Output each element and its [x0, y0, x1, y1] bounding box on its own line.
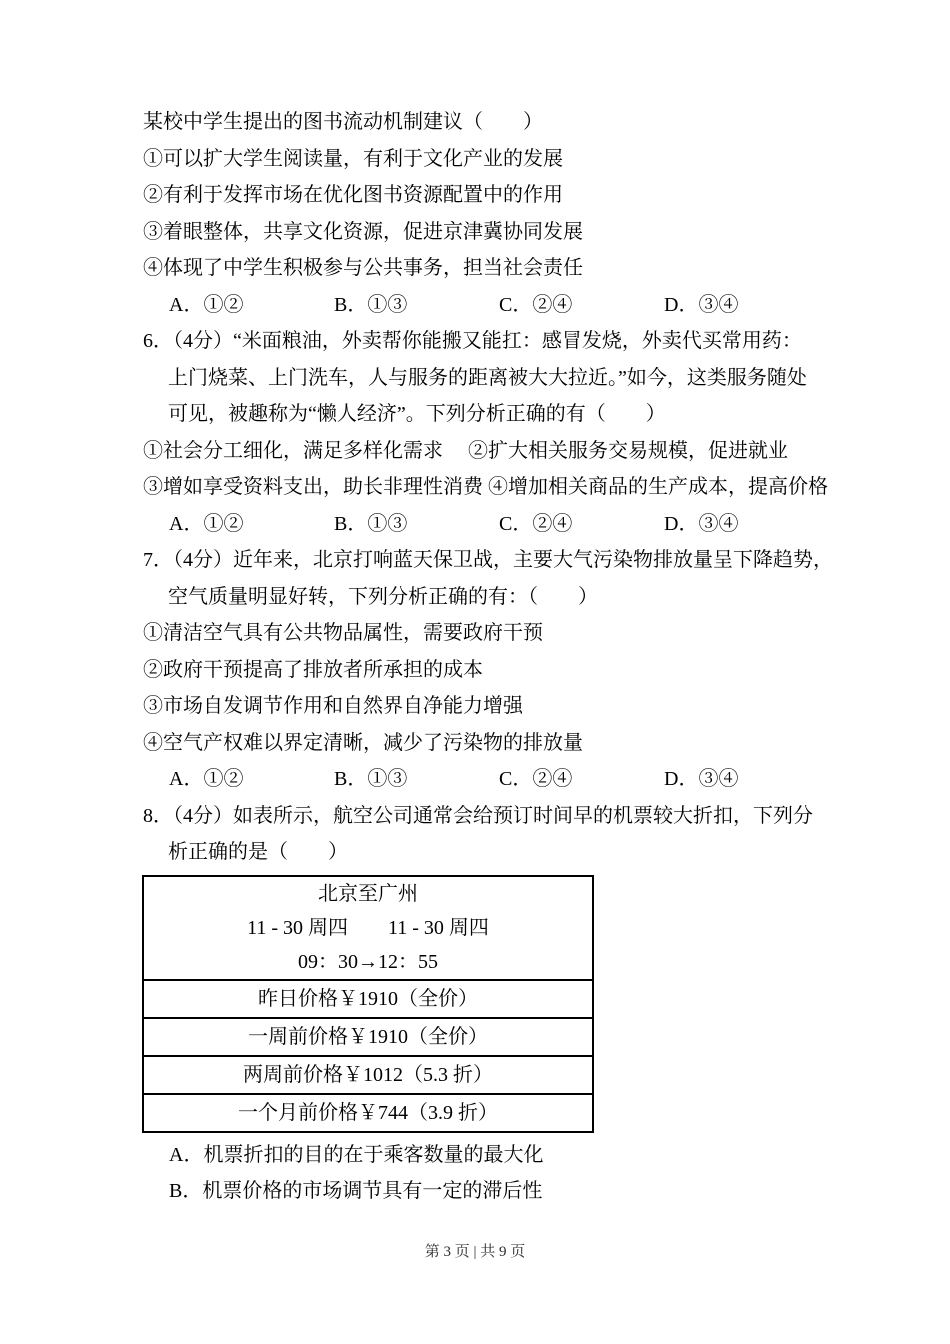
- table-row: [143, 876, 593, 980]
- q7-option-c: C．②④: [499, 768, 573, 790]
- q7-item-1: ①清洁空气具有公共物品属性，需要政府干预: [143, 622, 543, 644]
- q6-stem-line-3: 可见，被趣称为“懒人经济”。下列分析正确的有（ ）: [168, 403, 666, 425]
- q6-option-d: D．③④: [664, 512, 739, 535]
- flight-info-cell: [143, 876, 593, 980]
- q7-item-4: ④空气产权难以界定清晰，减少了污染物的排放量: [143, 731, 583, 754]
- q5-item-2: ②有利于发挥市场在优化图书资源配置中的作用: [143, 184, 563, 206]
- route-label: 北京至广州: [318, 882, 418, 905]
- q8-stem-line-1: 8．（4分）如表所示，航空公司通常会给预订时间早的机票较大折扣，下列分: [143, 804, 813, 827]
- q7-options: [143, 761, 903, 798]
- q6-option-b: B．①③: [334, 512, 408, 535]
- q6-items-line-1: ①社会分工细化，满足多样化需求 ②扩大相关服务交易规模，促进就业: [143, 439, 788, 462]
- q5-item-3: ③着眼整体，共享文化资源，促进京津冀协同发展: [143, 220, 583, 243]
- q6-stem-line-2: 上门烧菜、上门洗车，人与服务的距离被大大拉近。”如今，这类服务随处: [168, 366, 807, 389]
- q5-stem: 某校中学生提出的图书流动机制建议（ ）: [143, 111, 543, 133]
- q6-options: [143, 506, 903, 543]
- q7-option-b: B．①③: [334, 768, 408, 790]
- q5-option-c: C．②④: [499, 293, 573, 316]
- date-label: 11 - 30 周四 11 - 30 周四: [247, 916, 489, 939]
- q5-option-d: D．③④: [664, 293, 739, 316]
- flight-price-table: [142, 875, 594, 1133]
- table-row: [143, 1056, 593, 1094]
- q5-option-a: A．①②: [169, 293, 244, 316]
- table-row: [143, 980, 593, 1018]
- table-row: [143, 1018, 593, 1056]
- q6-items-line-2: ③增如享受资料支出，助长非理性消费 ④增加相关商品的生产成本，提高价格: [143, 476, 828, 498]
- q7-item-2: ②政府干预提高了排放者所承担的成本: [143, 658, 483, 681]
- time-label: 09：30→12：55: [298, 950, 438, 973]
- price-two-weeks-ago-cell: 两周前价格￥1012（5.3 折）: [143, 1056, 593, 1094]
- price-month-ago-cell: 一个月前价格￥744（3.9 折）: [143, 1094, 593, 1132]
- price-week-ago-cell: 一周前价格￥1910（全价）: [143, 1018, 593, 1056]
- q7-option-a: A．①②: [169, 768, 244, 790]
- q5-options: [143, 287, 903, 324]
- q5-option-b: B．①③: [334, 293, 408, 316]
- page-number-footer: 第 3 页 | 共 9 页: [424, 1244, 526, 1260]
- q6-option-c: C．②④: [499, 512, 573, 535]
- q6-stem-line-1: 6．（4分）“米面粮油，外卖帮你能搬又能扛：感冒发烧，外卖代买常用药：: [143, 330, 802, 352]
- q7-stem-line-1: 7．（4分）近年来，北京打响蓝天保卫战，主要大气污染物排放量呈下降趋势，: [143, 549, 833, 571]
- q5-item-4: ④体现了中学生积极参与公共事务，担当社会责任: [143, 257, 583, 279]
- q7-stem-line-2: 空气质量明显好转，下列分析正确的有：（ ）: [168, 585, 598, 608]
- q8-option-b: B．机票价格的市场调节具有一定的滞后性: [169, 1180, 543, 1202]
- exam-content: [143, 104, 903, 1210]
- q7-option-d: D．③④: [664, 768, 739, 790]
- q8-stem-line-2: 析正确的是（ ）: [168, 841, 348, 863]
- q5-item-1: ①可以扩大学生阅读量，有利于文化产业的发展: [143, 147, 563, 170]
- q6-option-a: A．①②: [169, 512, 244, 535]
- price-yesterday-cell: 昨日价格￥1910（全价）: [143, 980, 593, 1018]
- q7-item-3: ③市场自发调节作用和自然界自净能力增强: [143, 695, 523, 717]
- table-row: [143, 1094, 593, 1132]
- q8-option-a: A．机票折扣的目的在于乘客数量的最大化: [169, 1143, 544, 1166]
